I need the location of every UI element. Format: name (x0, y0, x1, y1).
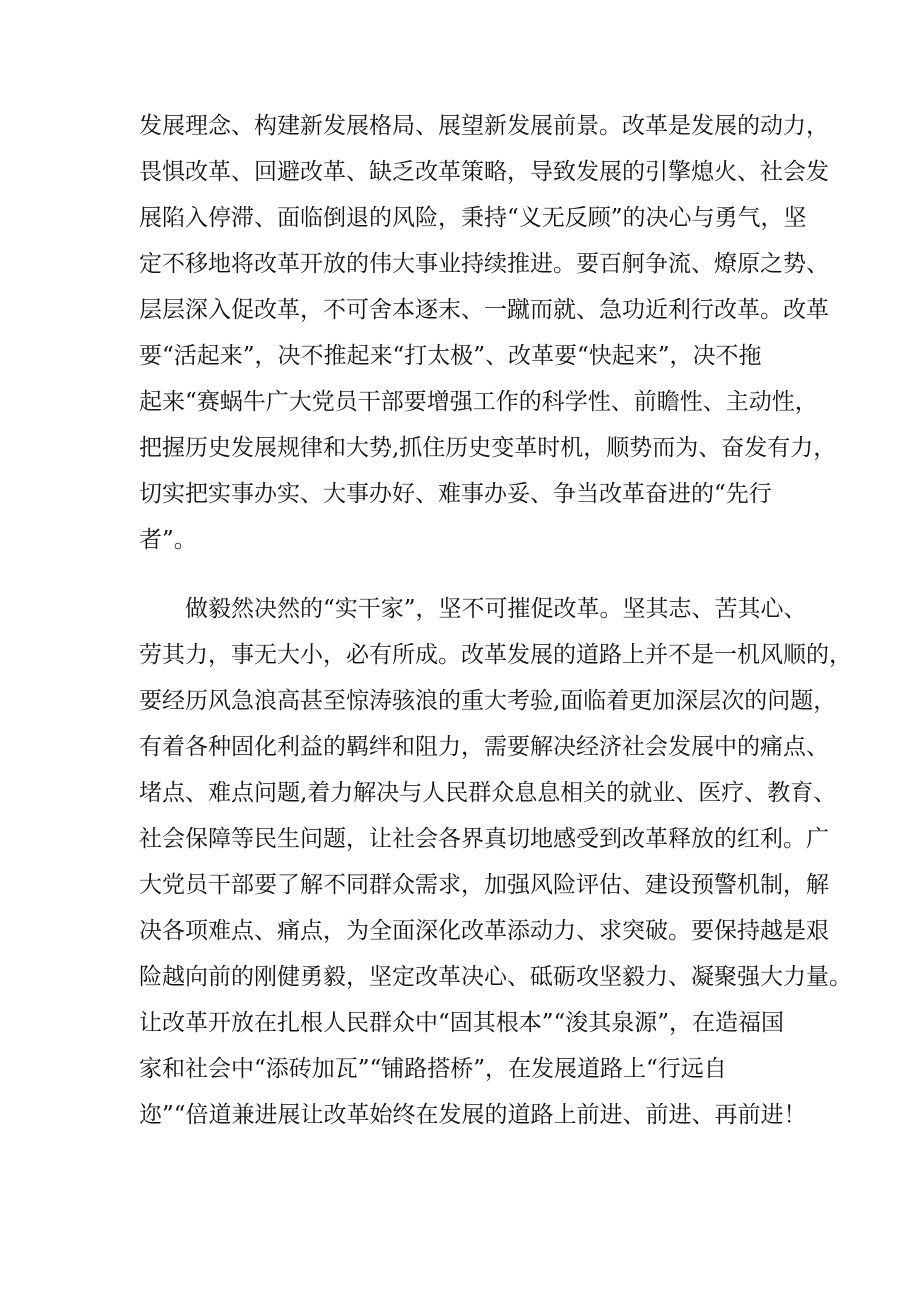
paragraph-2-line-2: 劳其力，事无大小，必有所成。改革发展的道路上并不是一机风顺的， (139, 642, 852, 668)
paragraph-1-line-3: 展陷入停滞、面临倒退的风险，秉持“义无反顾”的决心与勇气，坚 (139, 205, 807, 231)
paragraph-1-line-9: 切实把实事办实、大事办好、难事办妥、争当改革奋进的“先行 (139, 481, 772, 507)
paragraph-2-line-10: 让改革开放在扎根人民群众中“固其根本”“浚其泉源”，在造福国 (139, 1010, 785, 1036)
paragraph-1-line-2: 畏惧改革、回避改革、缺乏改革策略，导致发展的引擎熄火、社会发 (139, 159, 829, 185)
paragraph-1-line-10: 者”。 (139, 527, 197, 553)
paragraph-2-line-4: 有着各种固化利益的羁绊和阻力，需要解决经济社会发展中的痛点、 (139, 734, 829, 760)
paragraph-2-line-3: 要经历风急浪高甚至惊涛骇浪的重大考验,面临着更加深层次的问题， (139, 688, 837, 714)
paragraph-1-line-1: 发展理念、构建新发展格局、展望新发展前景。改革是发展的动力， (139, 113, 829, 139)
paragraph-1-line-8: 把握历史发展规律和大势,抓住历史变革时机，顺势而为、奋发有力， (139, 435, 837, 461)
paragraph-1-line-6: 要“活起来”，决不推起来“打太极”、改革要“快起来”，决不拖 (139, 343, 762, 369)
paragraph-2-line-1: 做毅然决然的“实干家”，坚不可摧促改革。坚其志、苦其心、 (185, 596, 807, 622)
paragraph-2-line-7: 大党员干部要了解不同群众需求，加强风险评估、建设预警机制，解 (139, 872, 829, 898)
paragraph-1-line-4: 定不移地将改革开放的伟大事业持续推进。要百舸争流、燎原之势、 (139, 251, 829, 277)
paragraph-2-line-6: 社会保障等民生问题，让社会各界真切地感受到改革释放的红利。广 (139, 826, 829, 852)
paragraph-2-line-8: 决各项难点、痛点，为全面深化改革添动力、求突破。要保持越是艰 (139, 918, 829, 944)
paragraph-1-line-5: 层层深入促改革，不可舍本逐末、一蹴而就、急功近利行改革。改革 (139, 297, 829, 323)
paragraph-2-line-12: 迩”“倍道兼进展让改革始终在发展的道路上前进、前进、再前进！ (139, 1102, 807, 1128)
paragraph-2-line-9: 险越向前的刚健勇毅，坚定改革决心、砥砺攻坚毅力、凝聚强大力量。 (139, 964, 852, 990)
paragraph-1-line-7: 起来“赛蜗牛广大党员干部要增强工作的科学性、前瞻性、主动性， (139, 389, 818, 415)
paragraph-2-line-11: 家和社会中“添砖加瓦”“铺路搭桥”，在发展道路上“行远自 (139, 1056, 727, 1082)
paragraph-2-line-5: 堵点、难点问题,着力解决与人民群众息息相关的就业、医疗、教育、 (139, 780, 837, 806)
